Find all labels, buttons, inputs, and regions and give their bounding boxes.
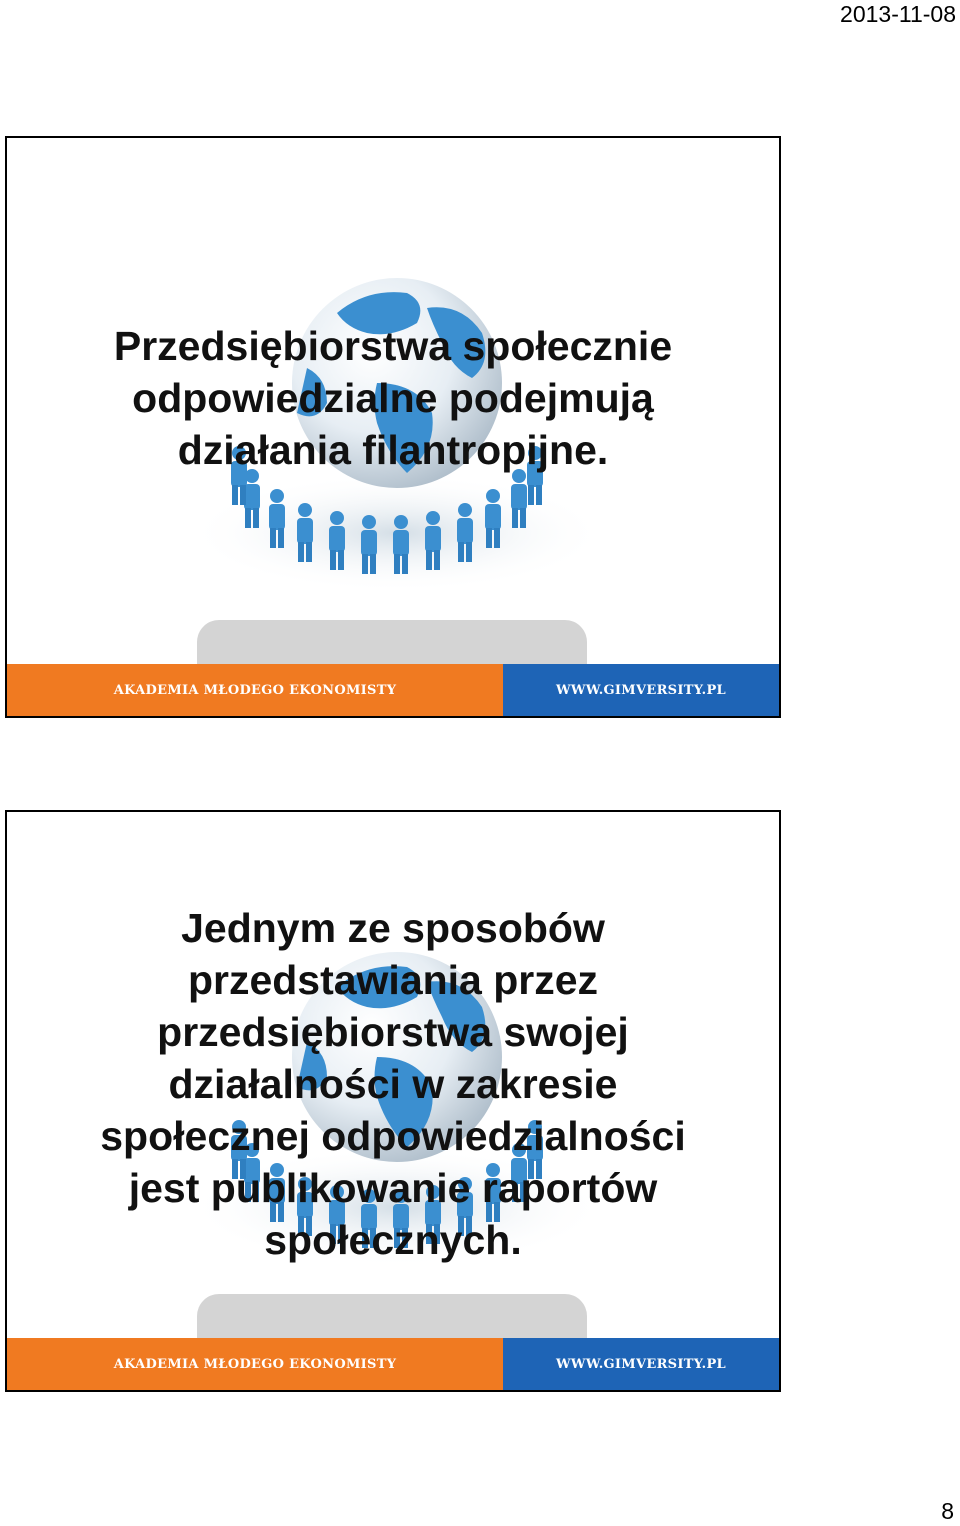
- slide-1-line: odpowiedzialne podejmują: [132, 375, 654, 421]
- footer-website-label: WWW.GIMVERSITY.PL: [556, 1356, 726, 1372]
- footer-right-band: [503, 664, 779, 716]
- slide-2-text: [37, 902, 749, 1266]
- slide-1-line: Przedsiębiorstwa społecznie: [113, 323, 673, 369]
- slide-2-line: przedsiębiorstwa swojej: [157, 1009, 629, 1055]
- slide-2-line: działalności w zakresie: [168, 1061, 618, 1107]
- footer-right-band: [503, 1338, 779, 1390]
- footer-left-band: [7, 664, 503, 716]
- footer-academy-label: AKADEMIA MŁODEGO EKONOMISTY: [113, 682, 397, 698]
- slide-footer: [7, 1338, 779, 1390]
- slide-2-line: jest publikowanie raportów: [128, 1165, 658, 1211]
- footer-website-label: WWW.GIMVERSITY.PL: [556, 682, 726, 698]
- footer-tab: [197, 1294, 587, 1338]
- document-date: 2013-11-08: [840, 1, 956, 27]
- slide-2-line: Jednym ze sposobów: [181, 905, 605, 951]
- footer-tab: [197, 620, 587, 664]
- slide-2-line: przedstawiania przez: [187, 957, 599, 1003]
- footer-left-band: [7, 1338, 503, 1390]
- slide-footer: [7, 664, 779, 716]
- slide-1-line: działania filantropijne.: [177, 427, 609, 473]
- footer-academy-label: AKADEMIA MŁODEGO EKONOMISTY: [113, 1356, 397, 1372]
- slide-1-text: [37, 320, 749, 476]
- slide-2-line: społecznej odpowiedzialności: [100, 1113, 686, 1159]
- slide-1: [5, 136, 781, 718]
- slide-2-line: społecznych.: [264, 1217, 522, 1263]
- slide-2: [5, 810, 781, 1392]
- page-number: 8: [941, 1498, 954, 1524]
